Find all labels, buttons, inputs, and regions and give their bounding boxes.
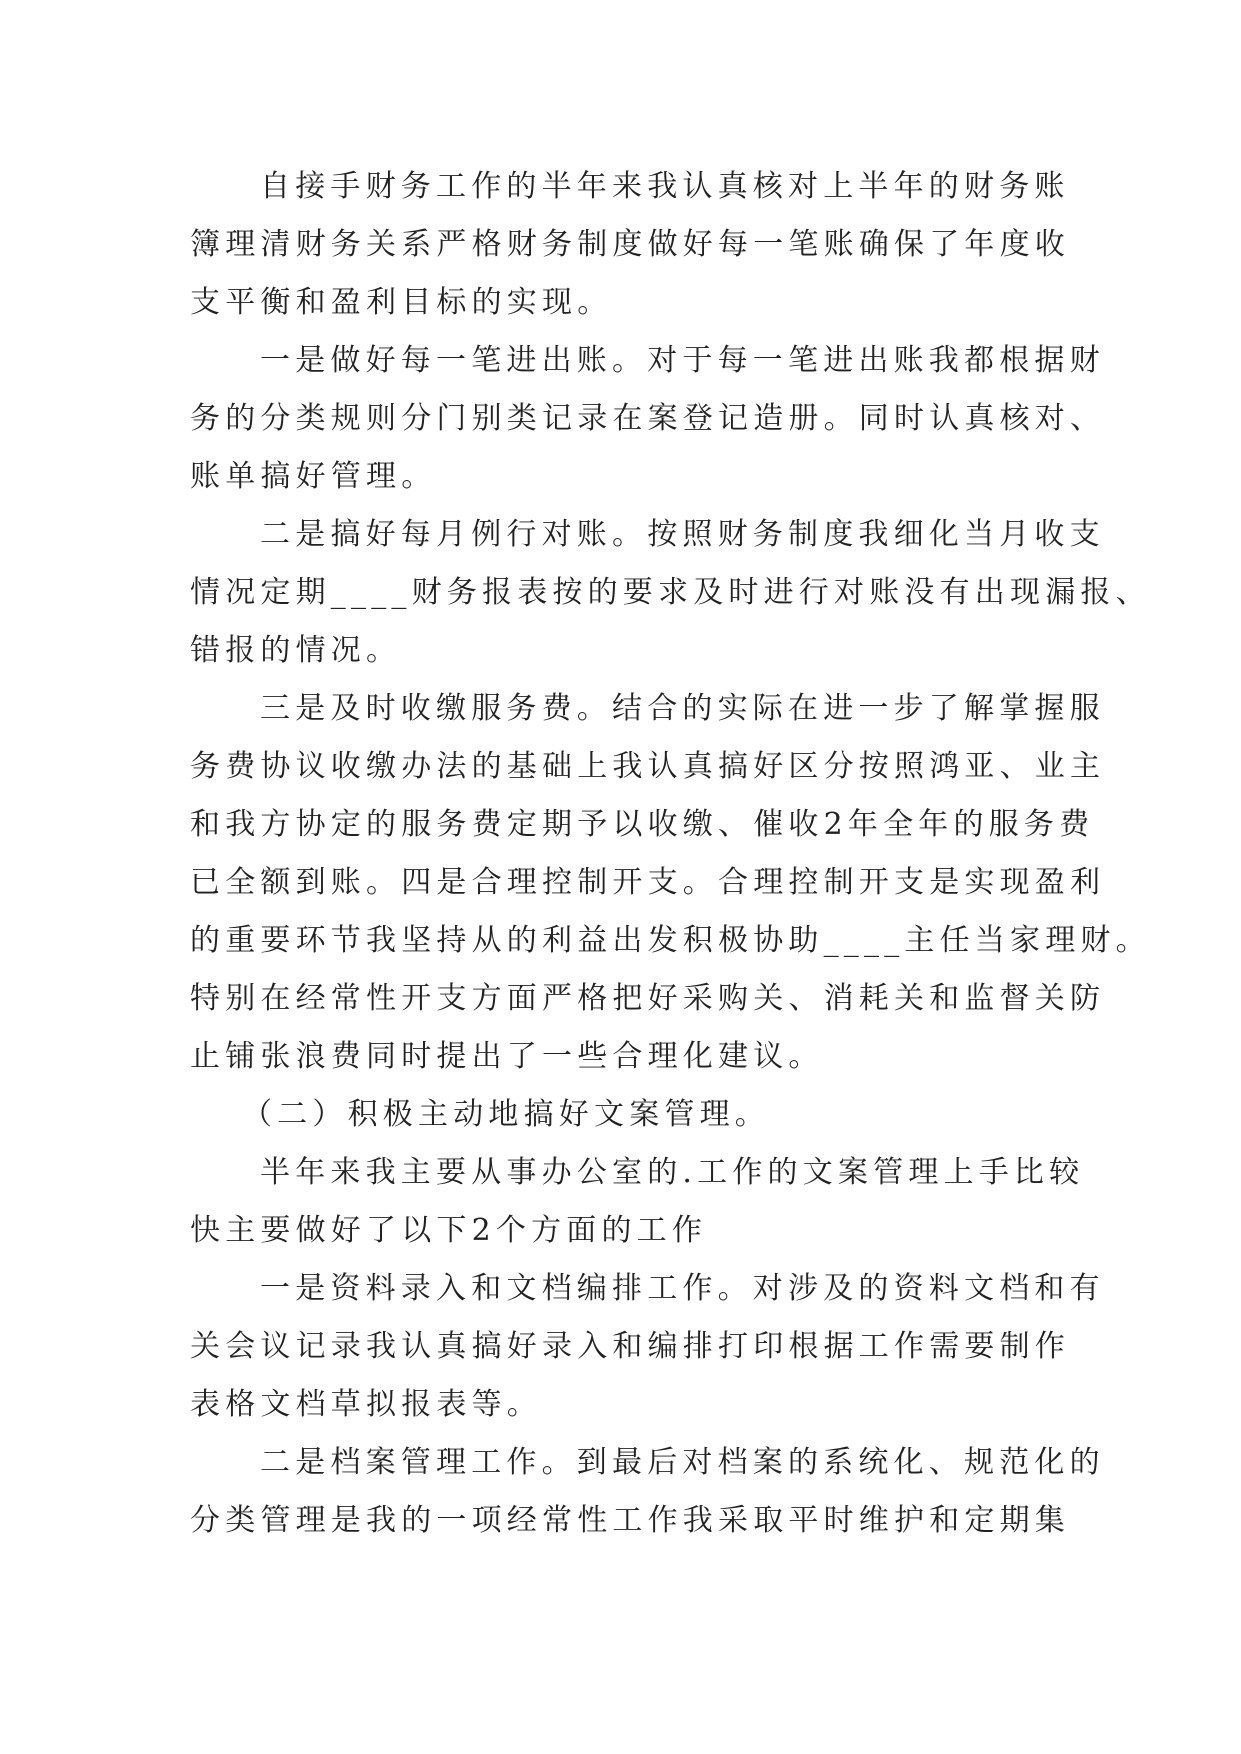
paragraph-line: 务的分类规则分门别类记录在案登记造册。同时认真核对、	[190, 401, 1106, 436]
paragraph-line: 错报的情况。	[190, 633, 402, 668]
paragraph-line: 和我方协定的服务费定期予以收缴、催收2年全年的服务费	[190, 807, 1095, 842]
paragraph-line: 三是及时收缴服务费。结合的实际在进一步了解掌握服	[260, 691, 1105, 726]
paragraph-line: 二是档案管理工作。到最后对档案的系统化、规范化的	[260, 1445, 1105, 1480]
paragraph-line: 一是资料录入和文档编排工作。对涉及的资料文档和有	[260, 1271, 1105, 1306]
paragraph-line: 特别在经常性开支方面严格把好采购关、消耗关和监督关防	[190, 981, 1106, 1016]
paragraph-line: 表格文档草拟报表等。	[190, 1387, 542, 1422]
paragraph-line: 簿理清财务关系严格财务制度做好每一笔账确保了年度收	[190, 227, 1070, 262]
section-heading: （二）积极主动地搞好文案管理。	[242, 1097, 770, 1132]
paragraph-line: 快主要做好了以下2个方面的工作	[190, 1213, 708, 1248]
paragraph-line: 止铺张浪费同时提出了一些合理化建议。	[190, 1039, 824, 1074]
paragraph-line: 账单搞好管理。	[190, 459, 437, 494]
paragraph-line: 务费协议收缴办法的基础上我认真搞好区分按照鸿亚、业主	[190, 749, 1106, 784]
paragraph-line: 的重要环节我坚持从的利益出发积极协助____主任当家理财。	[190, 923, 1151, 958]
document-body	[190, 158, 1151, 1550]
paragraph-line: 情况定期____财务报表按的要求及时进行对账没有出现漏报、	[190, 575, 1151, 610]
paragraph-line: 一是做好每一笔进出账。对于每一笔进出账我都根据财	[260, 343, 1105, 378]
paragraph-line: 二是搞好每月例行对账。按照财务制度我细化当月收支	[260, 517, 1105, 552]
paragraph-line: 支平衡和盈利目标的实现。	[190, 285, 613, 320]
paragraph-line: 半年来我主要从事办公室的.工作的文案管理上手比较	[260, 1155, 1085, 1190]
paragraph-line: 已全额到账。四是合理控制开支。合理控制开支是实现盈利	[190, 865, 1106, 900]
paragraph-line: 分类管理是我的一项经常性工作我采取平时维护和定期集	[190, 1503, 1070, 1538]
paragraph-line: 关会议记录我认真搞好录入和编排打印根据工作需要制作	[190, 1329, 1070, 1364]
paragraph-line: 自接手财务工作的半年来我认真核对上半年的财务账	[260, 169, 1070, 204]
